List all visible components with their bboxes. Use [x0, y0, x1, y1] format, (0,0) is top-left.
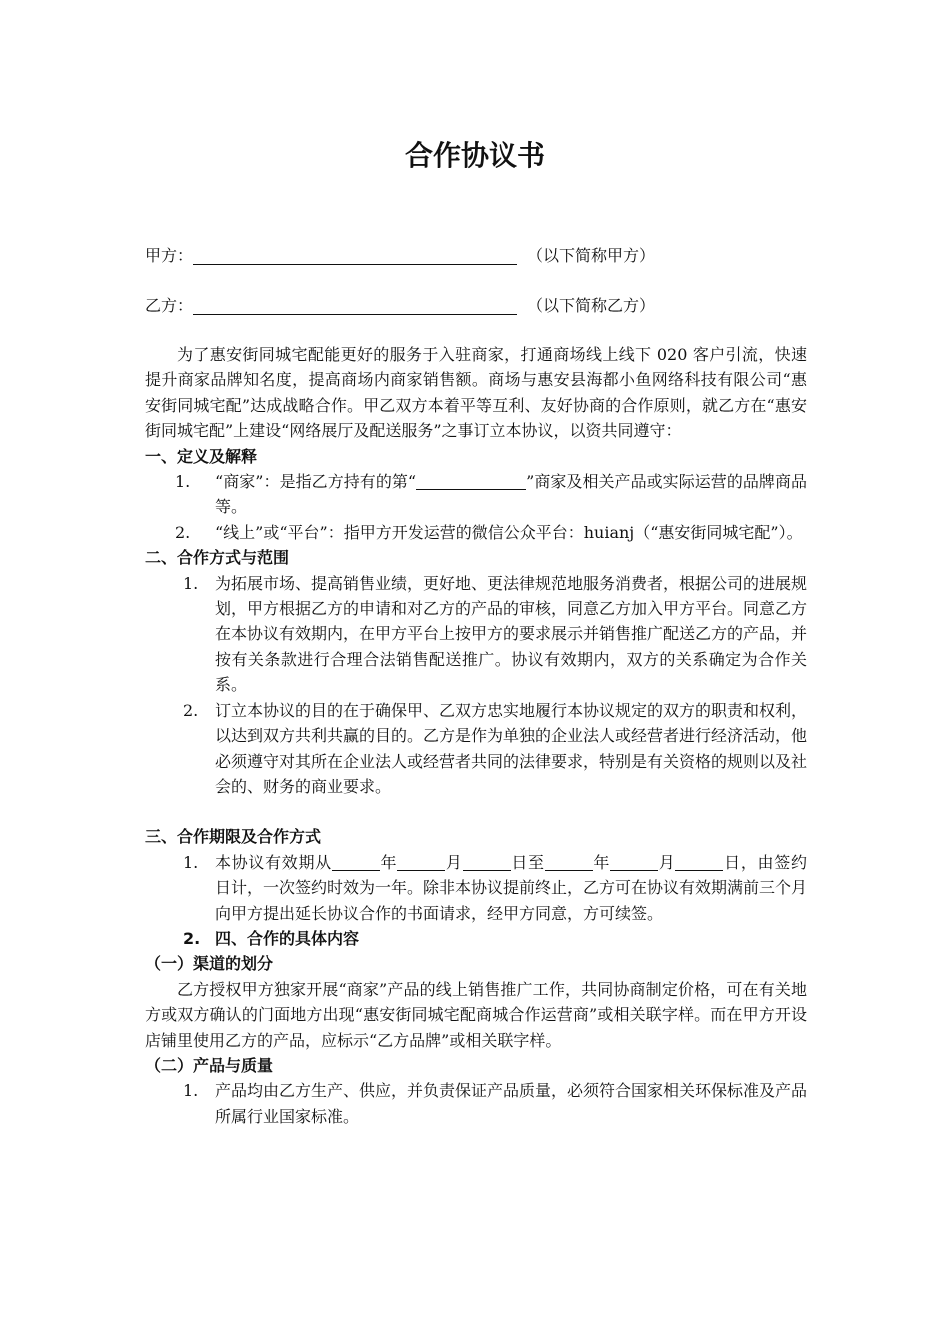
list-text: “线上”或“平台”：指甲方开发运营的微信公众平台：huianj（“惠安街同城宅配”）。 — [215, 522, 803, 542]
list-text: ”商家及相关产品或实际运营的品牌商品等。 — [215, 472, 807, 517]
document-title: 合作协议书 — [404, 139, 545, 172]
party-b-suffix: （以下简称乙方） — [527, 296, 656, 315]
list-number: 2. — [175, 522, 191, 542]
party-b-label: 乙方： — [145, 296, 194, 315]
list-number: 1. — [183, 573, 199, 593]
blank-line — [610, 853, 658, 871]
list-text: 订立本协议的目的在于确保甲、乙双方忠实地履行本协议规定的双方的职责和权利，以达到双方共利共赢的目的。乙方是作为单独的企业法人或经营者进行经济活动，他必须遵守对其所在企业法人或经营者共同的法律要求，特别是有关资格的规则以及社会的、财务的商业要求。 — [215, 700, 808, 796]
list-number: 2. — [183, 928, 201, 948]
list-item — [145, 469, 807, 520]
list-text: 签约日计，一次签约时效为一年。除非本协议提前终止，乙方可在协议有效期满前三个月向甲方提出延长协议合作的书面请求，经甲方同意，方可续签。 — [215, 852, 808, 923]
document-body — [145, 342, 807, 1129]
list-text: 日至 — [510, 852, 545, 872]
section-1-heading: 一、定义及解释 — [145, 446, 258, 466]
list-number: 1. — [183, 1081, 199, 1101]
channel-paragraph: 乙方授权甲方独家开展“商家”产品的线上销售推广工作，共同协商制定价格，可在有关地方或双方确认的门面地方出现“惠安街同城宅配商城合作运营商”或相关联字样。而在甲方开设店铺里使用乙方的产品，应标示“乙方品牌”或相关联字样。 — [145, 979, 807, 1050]
party-a-blank — [193, 246, 517, 265]
list-text: “商家”：是指乙方持有的第“ — [215, 472, 417, 492]
list-item — [145, 1078, 807, 1129]
blank-line — [463, 853, 511, 871]
party-b-blank — [193, 296, 517, 315]
blank-line — [332, 853, 380, 871]
party-b-line — [145, 294, 655, 318]
blank-line — [545, 853, 593, 871]
list-text: 月 — [445, 852, 463, 872]
list-item — [145, 571, 807, 698]
list-text: 月 — [658, 852, 676, 872]
list-text: 本协议有效期从 — [215, 852, 332, 872]
party-a-suffix: （以下简称甲方） — [527, 246, 656, 265]
list-number: 2. — [183, 700, 199, 720]
list-number: 1. — [183, 852, 199, 872]
subsection-2-heading: （二）产品与质量 — [145, 1055, 274, 1075]
list-text: 日，由 — [723, 852, 775, 872]
party-a-label: 甲方： — [145, 246, 194, 265]
section-4-heading — [145, 926, 807, 951]
list-text: 产品均由乙方生产、供应，并负责保证产品质量，必须符合国家相关环保标准及产品所属行业国家标准。 — [215, 1081, 808, 1126]
subsection-1-heading: （一）渠道的划分 — [145, 954, 274, 974]
party-a-line — [145, 244, 655, 268]
list-item — [145, 698, 807, 800]
intro-paragraph: 为了惠安街同城宅配能更好的服务于入驻商家，打通商场线上线下 020 客户引流，快速提升商家品牌知名度，提高商场内商家销售额。商场与惠安县海都小鱼网络科技有限公司“惠安街同城宅配”达成战略合作。甲乙双方本着平等互利、友好协商的合作原则，就乙方在“惠安街同城宅配”上建设“网络展厅及配送服务”之事订立本协议，以资共同遵守： — [145, 345, 807, 441]
list-text: 年 — [592, 852, 611, 872]
list-item — [145, 520, 807, 545]
blank-line — [675, 853, 723, 871]
blank-line — [397, 853, 445, 871]
list-text: 为拓展市场、提高销售业绩，更好地、更法律规范地服务消费者，根据公司的进展规划，甲方根据乙方的申请和对乙方的产品的审核，同意乙方加入甲方平台。同意乙方在本协议有效期内，在甲方平台上按甲方的要求展示并销售推广配送乙方的产品，并按有关条款进行合理合法销售配送推广。协议有效期内，双方的关系确定为合作关系。 — [215, 573, 808, 695]
list-text: 四、合作的具体内容 — [215, 928, 360, 948]
list-text: 年 — [379, 852, 398, 872]
section-2-heading: 二、合作方式与范围 — [145, 548, 290, 568]
spacer — [145, 799, 807, 824]
list-number: 1. — [175, 472, 191, 492]
section-3-heading: 三、合作期限及合作方式 — [145, 827, 322, 847]
list-item — [145, 850, 807, 926]
blank-line — [416, 472, 526, 490]
